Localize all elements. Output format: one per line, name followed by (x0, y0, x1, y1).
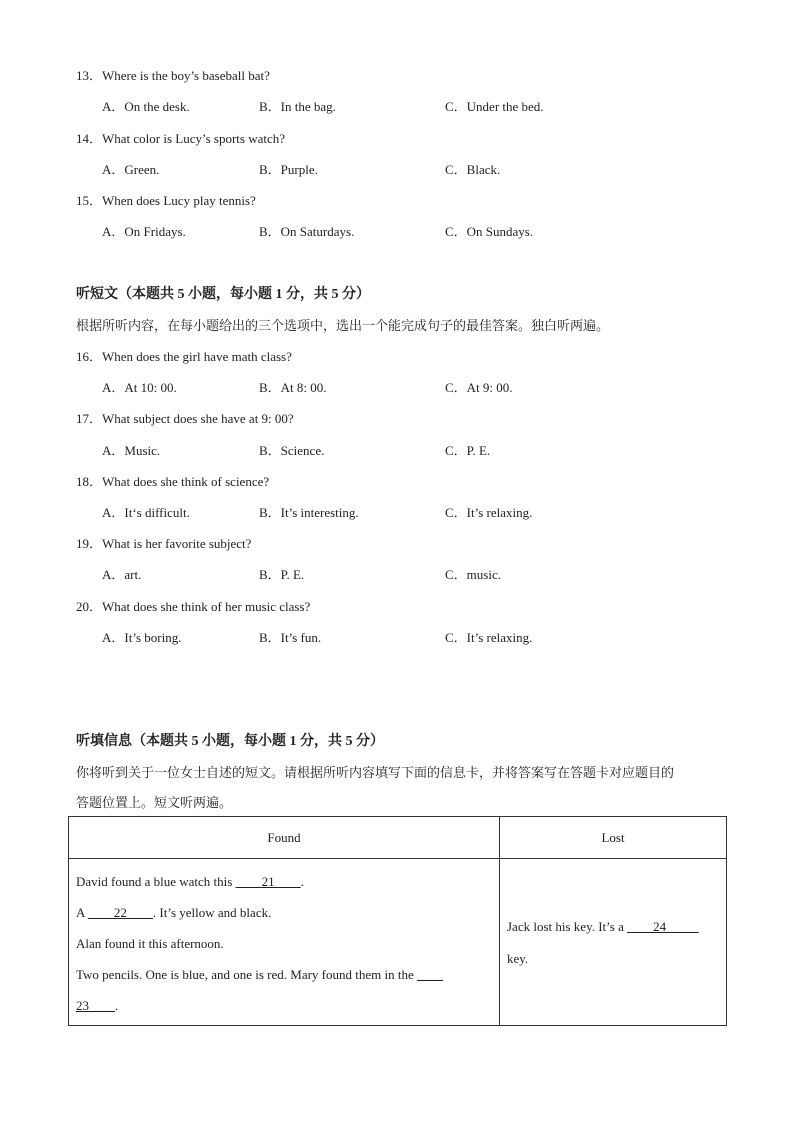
blank-24: ____24_____ (627, 919, 699, 934)
lost-cell (500, 859, 727, 1026)
option-c: C．Under the bed. (445, 99, 544, 114)
found-text: Two pencils. One is blue, and one is red. Mary found them in the (76, 967, 417, 982)
lost-line-1 (507, 919, 699, 935)
table-row (69, 859, 727, 1026)
option-a: A．art. (102, 567, 142, 582)
option-c: C．It’s relaxing. (445, 505, 533, 520)
option-c: C．On Sundays. (445, 224, 534, 239)
section-title-listening-fill: 听填信息（本题共 5 小题，每小题 1 分，共 5 分） (76, 734, 384, 749)
found-text: David found a blue watch this (76, 874, 236, 889)
table-header-row (69, 817, 727, 859)
option-c: C．Black. (445, 162, 501, 177)
option-c: C．P. E. (445, 443, 491, 458)
section-instruction-line-2: 答题位置上。短文听两遍。 (76, 795, 233, 810)
question-text: 18．What does she think of science? (76, 474, 270, 489)
found-text: . (300, 874, 304, 889)
blank-21: ____21____ (235, 874, 301, 889)
option-b: B．It’s fun. (259, 630, 322, 645)
found-cell (69, 859, 500, 1026)
lost-text: Jack lost his key. It’s a (507, 919, 628, 934)
lost-line-2: key. (507, 951, 529, 966)
question-text: 14．What color is Lucy’s sports watch? (76, 131, 286, 146)
option-a: A．It‘s difficult. (102, 505, 190, 520)
info-card-table (68, 816, 727, 1026)
blank-23: 23____ (76, 998, 115, 1013)
option-a: A．At 10: 00. (102, 380, 177, 395)
option-a: A．Green. (102, 162, 160, 177)
blank-23-start: ____ (417, 967, 443, 982)
header-lost: Lost (500, 817, 727, 859)
option-a: A．Music. (102, 443, 161, 458)
option-b: B．At 8: 00. (259, 380, 327, 395)
option-b: B．It’s interesting. (259, 505, 359, 520)
section-instruction: 根据所听内容，在每小题给出的三个选项中，选出一个能完成句子的最佳答案。独白听两遍。 (76, 318, 610, 333)
found-line-4 (76, 967, 443, 983)
found-line-1 (76, 874, 304, 890)
found-line-5 (76, 998, 118, 1014)
question-text: 16．When does the girl have math class? (76, 349, 292, 364)
question-text: 19．What is her favorite subject? (76, 536, 252, 551)
option-b: B．In the bag. (259, 99, 336, 114)
question-text: 13．Where is the boy’s baseball bat? (76, 68, 270, 83)
option-a: A．It’s boring. (102, 630, 182, 645)
found-line-2 (76, 905, 271, 921)
question-text: 20．What does she think of her music class? (76, 599, 311, 614)
section-instruction-line-1: 你将听到关于一位女士自述的短文。请根据所听内容填写下面的信息卡，并将答案写在答题卡对应题目的 (76, 765, 675, 780)
found-text: . It’s yellow and black. (152, 905, 272, 920)
found-text: A (76, 905, 88, 920)
option-a: A．On the desk. (102, 99, 190, 114)
question-text: 17．What subject does she have at 9: 00? (76, 411, 294, 426)
blank-22: ____22____ (87, 905, 153, 920)
option-c: C．At 9: 00. (445, 380, 513, 395)
option-b: B．P. E. (259, 567, 305, 582)
option-b: B．Purple. (259, 162, 318, 177)
option-c: C．It’s relaxing. (445, 630, 533, 645)
option-b: B．Science. (259, 443, 325, 458)
found-line-3: Alan found it this afternoon. (76, 936, 224, 951)
question-text: 15．When does Lucy play tennis? (76, 193, 256, 208)
option-c: C．music. (445, 567, 501, 582)
option-a: A．On Fridays. (102, 224, 186, 239)
option-b: B．On Saturdays. (259, 224, 355, 239)
section-title-listening-passage: 听短文（本题共 5 小题，每小题 1 分，共 5 分） (76, 287, 370, 302)
found-text: . (115, 998, 119, 1013)
header-found: Found (69, 817, 500, 859)
